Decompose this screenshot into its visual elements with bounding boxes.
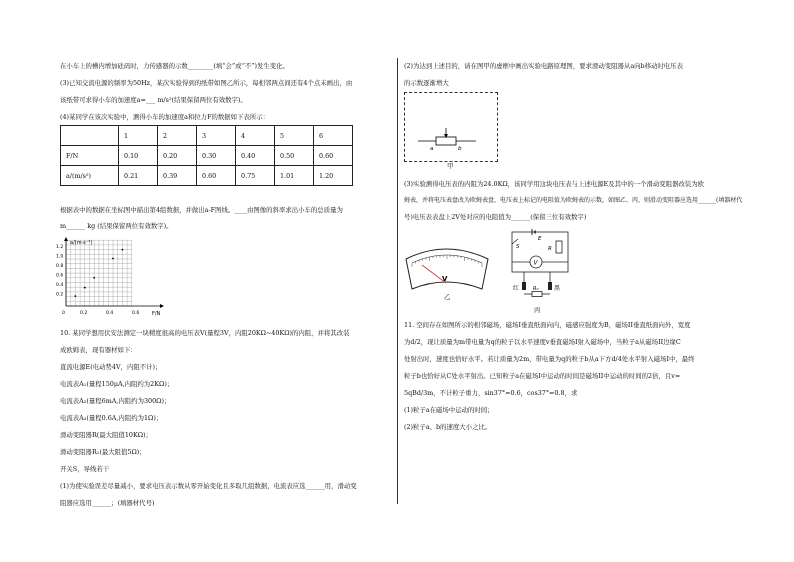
text-line: 处射出时，速度也恰好水平。若让质量为2m，带电量为q的粒子b从a下方d/4处水平射入磁场I中，最终 — [404, 355, 695, 363]
fig-yi-caption: 乙 — [444, 293, 451, 301]
table-cell: 0.30 — [197, 146, 236, 166]
table-cell: F/N — [61, 146, 119, 166]
text-line: 在小车上的槽内增加砝码时，力传感器的示数________(填“会”或“不”)发生变化。 — [60, 62, 289, 70]
label-b: b — [458, 146, 462, 152]
label-a: a — [430, 146, 434, 152]
x-tick-label: 0 — [62, 311, 65, 316]
ohmmeter-circuit — [500, 228, 580, 310]
data-table — [60, 125, 353, 186]
text-line: 阻器应选用______；(填器材代号) — [60, 499, 155, 507]
text-line: 粒子b也恰好从C处水平射出。已知粒子a在磁场I中运动的时间是磁场II中运动的时间的2倍，且v= — [404, 372, 681, 380]
table-cell: 3 — [197, 126, 236, 146]
y-axis-arrow — [64, 237, 68, 241]
table-cell: 0.20 — [158, 146, 197, 166]
label-V: V — [533, 259, 538, 267]
table-cell: 1.01 — [275, 166, 314, 186]
text-line: 11. 空间存在如图所示的相邻磁场，磁场I垂直纸面向内，磁感应强度为B，磁场II垂直纸面向外，宽度 — [404, 321, 691, 329]
text-line: 的示数逐渐增大 — [404, 79, 449, 87]
table-header-row — [61, 126, 353, 146]
text-line: 电流表A₃(量程0.6A,内阻约为1Ω)； — [60, 414, 163, 422]
text-line: 直流电源E(电动势4V，内阻不计)； — [60, 363, 162, 371]
fig-jia-caption: 甲 — [447, 162, 454, 170]
table-cell: 1.20 — [314, 166, 353, 186]
resistor-R — [556, 241, 562, 253]
af-graph — [56, 236, 166, 318]
probe-red — [522, 282, 526, 290]
probe-black — [548, 282, 552, 290]
table-row — [61, 166, 353, 186]
label-R: R — [548, 246, 552, 252]
dial-unit: V — [442, 275, 448, 283]
text-line: 根据表中的数据在坐标图中描出第4组数据，并做出a-F图线。____由图像的斜率求出小车的总质量为 — [60, 206, 343, 214]
x-tick-label: 0.4 — [106, 311, 114, 316]
table-cell: 5 — [275, 126, 314, 146]
text-line: (3)实验测得电压表的内阻为24.0KΩ，该同学用这块电压表与上述电源E及其中的一个滑动变阻器改装为欧 — [404, 180, 705, 188]
y-tick-label: 0.2 — [56, 292, 64, 298]
resistor-symbol — [436, 137, 456, 145]
table-cell: 0.50 — [275, 146, 314, 166]
x-tick-label: 0.6 — [132, 311, 140, 316]
text-line: 电流表A₁(量程150μA,内阻约为2KΩ)； — [60, 380, 174, 388]
data-point — [75, 295, 77, 297]
table-cell: 0.10 — [119, 146, 158, 166]
text-line: (2)粒子a、b的速度大小之比。 — [404, 423, 492, 431]
text-line: 为d/2，现让质量为m带电量为q的粒子以水平速度v垂直磁场I射入磁场中，当粒子a从磁场II边缘C — [404, 338, 681, 346]
label-black: 黑 — [554, 285, 561, 292]
label-S: S — [516, 244, 520, 250]
x-tick-label: 0.2 — [80, 311, 88, 316]
y-tick-label: 0.4 — [56, 283, 64, 288]
label-E: E — [538, 236, 542, 242]
text-line: m______ kg (结果保留两位有效数字)。 — [60, 222, 173, 230]
x-axis-label: F/N — [152, 311, 161, 317]
fig-jia-rheostat — [404, 92, 500, 170]
y-tick-label: 0.8 — [56, 264, 64, 269]
table-cell: 0.40 — [236, 146, 275, 166]
text-line: 滑动变阻器R₁(最大阻值5Ω)； — [60, 448, 146, 456]
text-line: 该纸带可求得小车的加速度a=___ m/s²(结果保留两位有效数字)。 — [60, 96, 247, 104]
table-cell: 6 — [314, 126, 353, 146]
y-tick-label: 0.6 — [56, 273, 64, 279]
text-line: 姆表，并将电压表盘改为欧姆表盘，电压表上标记的电阻值为欧姆表的示数，如图乙、丙，则滑动变阻器应选用______(填器材代 — [404, 197, 743, 204]
text-line: 电流表A₂(量程6mA,内阻约为300Ω)； — [60, 397, 171, 405]
text-line: 10. 某同学想用伏安法测定一块精度很高的电压表V(量程3V，内阻20KΩ~40KΩ)的内阻，并将其改装 — [60, 329, 350, 337]
table-cell: a/(m/s²) — [61, 166, 119, 186]
table-cell — [61, 126, 119, 146]
table-cell: 0.75 — [236, 166, 275, 186]
y-tick-label: 1.2 — [56, 245, 64, 250]
text-line: (1)为使实验误差尽量减小，要求电压表示数从零开始变化且多取几组数据，电流表应选______用，滑动变 — [60, 482, 357, 490]
x-axis-arrow — [160, 304, 164, 308]
text-line: (1)粒子a在磁场中运动的时间； — [404, 406, 494, 414]
y-axis-label: a/(m·s⁻²) — [70, 240, 93, 246]
table-cell: 4 — [236, 126, 275, 146]
text-line: 开关S，导线若干 — [60, 465, 110, 473]
text-line: 5qBd/3m，不计粒子重力，sin37°=0.6，cos37°=0.8，求 — [404, 389, 578, 397]
y-tick-label: 1.0 — [56, 254, 64, 260]
data-point — [93, 277, 95, 279]
table-cell: 0.60 — [314, 146, 353, 166]
resistor-R0 — [532, 292, 542, 297]
column-divider — [397, 58, 398, 504]
table-cell: 2 — [158, 126, 197, 146]
text-line: 成欧姆表，现有器材如下： — [60, 346, 137, 354]
data-point — [84, 287, 86, 289]
text-line: 滑动变阻器R(最大阻值10KΩ)； — [60, 431, 152, 439]
table-row — [61, 146, 353, 166]
data-point — [122, 249, 124, 251]
label-R0: R₀ — [533, 286, 539, 292]
table-cell: 0.39 — [158, 166, 197, 186]
text-line: (3)已知交流电源的频率为50Hz，某次实验得到的纸带如图乙所示，每相邻两点间还有4个点未画出，由 — [60, 79, 353, 87]
text-line: 号)电压表表盘上2V处对应的电阻值为______(保留三位有效数字) — [404, 213, 587, 221]
table-cell: 0.21 — [119, 166, 158, 186]
text-line: (2)为达到上述目的，请在图甲的虚框中画出实验电路原理图，要求滑动变阻器从a向b移动时电压表 — [404, 62, 683, 70]
text-line: (4)某同学在该次实验中，测得小车的加速度a和拉力F的数据如下表所示： — [60, 113, 270, 121]
label-red: 红 — [513, 285, 520, 292]
table-cell: 1 — [119, 126, 158, 146]
table-cell: 0.60 — [197, 166, 236, 186]
fig-bing-caption: 丙 — [534, 306, 541, 314]
data-point — [112, 258, 114, 260]
